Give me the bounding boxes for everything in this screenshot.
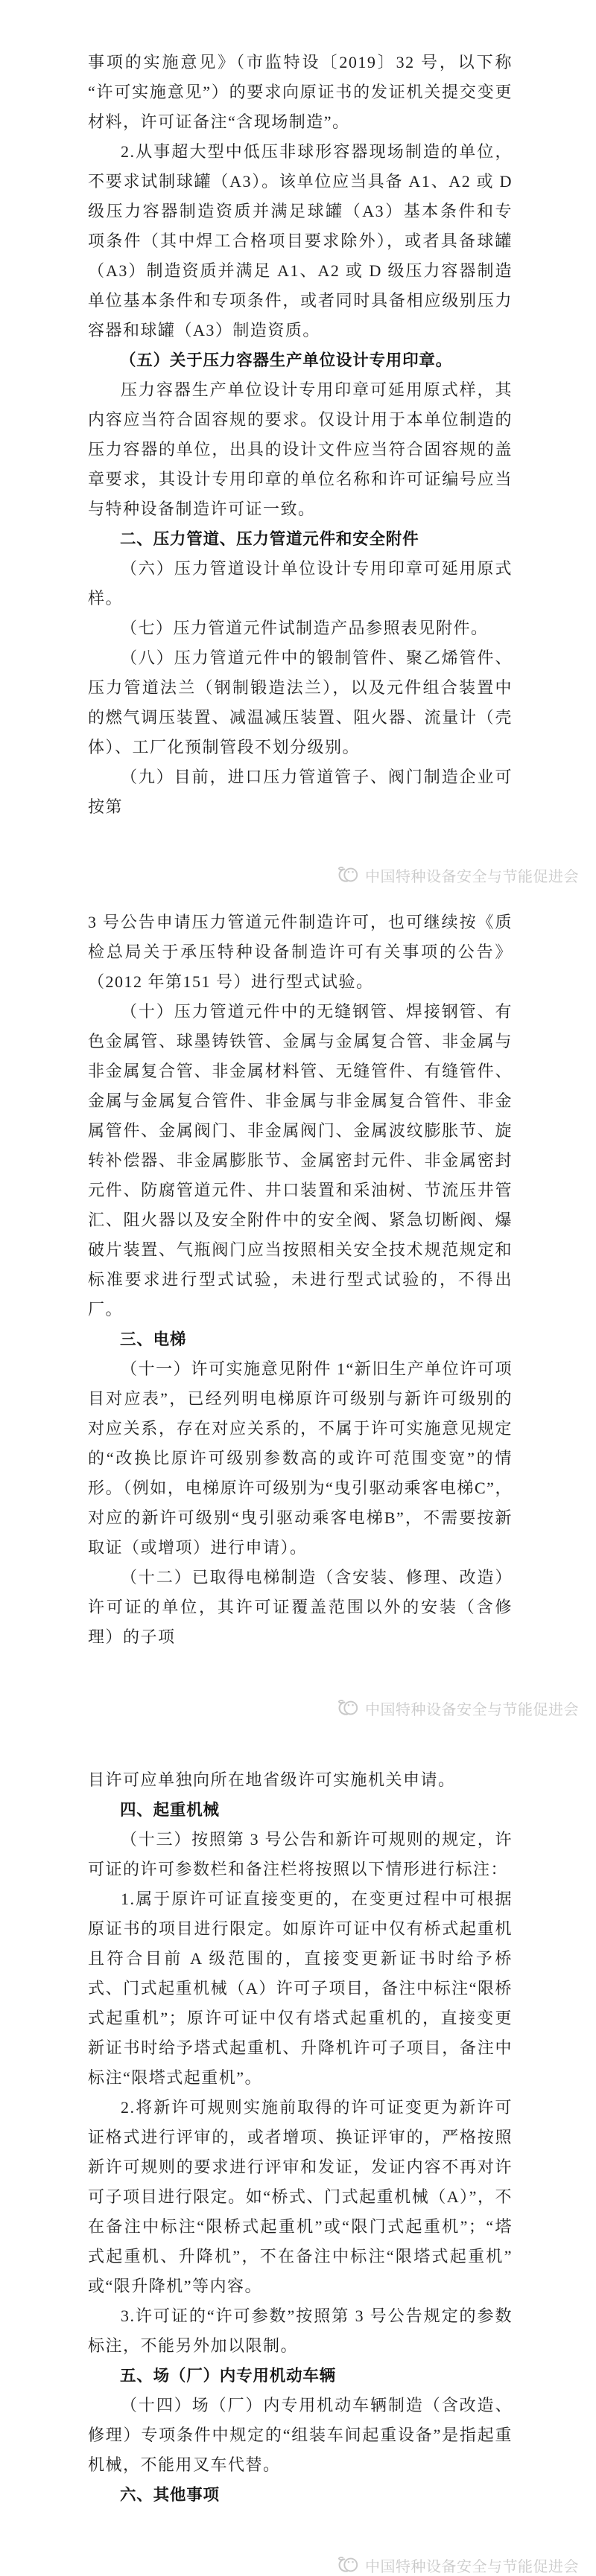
association-watermark: [336, 1697, 579, 1719]
para-item11-license-mapping: （十一）许可实施意见附件 1“新旧生产单位许可项目对应表”，已经列明电梯原许可级别与新许可级别的对应关系，存在对应关系的，不属于许可实施意见规定的“改换比原许可级别参数高的或许可范围变宽”的情形。（例如，电梯原许可级别为“曳引驱动乘客电梯C”，对应的新许可级别“曳引驱动乘客电梯B”，不需要按新取证（或增项）进行申请）。: [88, 1359, 513, 1557]
para-item13-case1: 1.属于原许可证直接变更的，在变更过程中可根据原证书的项目进行限定。如原许可证中仅有桥式起重机且符合目前 A 级范围的，直接变更新证书时给予桥式、门式起重机械（A）许可子项目，备注中标注“限桥式起重机”；原许可证中仅有塔式起重机的，直接变更新证书时给予塔式起重机、升降机许可子项目，备注中标注“限塔式起重机”。: [88, 1890, 513, 2087]
page-break-gap: [88, 822, 579, 908]
association-watermark-text: 中国特种设备安全与节能促进会: [365, 868, 579, 885]
association-watermark: [336, 2554, 579, 2576]
association-watermark-text: 中国特种设备安全与节能促进会: [365, 2558, 579, 2575]
para-design-seal-rules: 压力容器生产单位设计专用印章可延用原式样，其内容应当符合固容规的要求。仅设计用于本单位制造的压力容器的单位，出具的设计文件应当符合固容规的盖章要求，其设计专用印章的单位名称和许可证编号应当与特种设备制造许可证一致。: [88, 380, 513, 518]
heading-item5-design-seal: （五）关于压力容器生产单位设计专用印章。: [120, 351, 453, 369]
heading-section2-pressure-pipes: 二、压力管道、压力管道元件和安全附件: [120, 530, 419, 548]
para-item12-elevator-install-part1: （十二）已取得电梯制造（含安装、修理、改造）许可证的单位，其许可证覆盖范围以外的安装（含修理）的子项: [88, 1568, 513, 1646]
para-item13-case2: 2.将新许可规则实施前取得的许可证变更为新许可证格式进行评审的，或者增项、换证评审的，严格按照新许可规则的要求进行评审和发证，发证内容不再对许可子项目进行限定。如“桥式、门式起重机械（A）”，不在备注中标注“限桥式起重机”或“限门式起重机”；“塔式起重机、升降机”，不在备注中标注“限塔式起重机”或“限升降机”等内容。: [88, 2098, 513, 2295]
para-item10-type-test-components: （十）压力管道元件中的无缝钢管、焊接钢管、有色金属管、球墨铸铁管、金属与金属复合管、非金属与非金属复合管、非金属材料管、无缝管件、有缝管件、金属与金属复合管件、非金属与非金属复合管件、非金属管件、金属阀门、非金属阀门、金属波纹膨胀节、旋转补偿器、非金属膨胀节、金属密封元件、非金属密封元件、防腐管道元件、井口装置和采油树、节流压井管汇、阻火器以及安全附件中的安全阀、紧急切断阀、爆破片装置、气瓶阀门应当按照相关安全技术规范规定和标准要求进行型式试验，未进行型式试验的，不得出厂。: [88, 1002, 513, 1319]
heading-section5-factory-vehicles: 五、场（厂）内专用机动车辆: [120, 2367, 336, 2385]
association-watermark-text: 中国特种设备安全与节能促进会: [365, 1701, 579, 1718]
page-break-gap: [88, 1652, 579, 1765]
para-item13-license-marking: （十三）按照第 3 号公告和新许可规则的规定，许可证的许可参数栏和备注栏将按照以下情形进行标注：: [88, 1830, 513, 1878]
para-item14-assembly-crane: （十四）场（厂）内专用机动车辆制造（含改造、修理）专项条件中规定的“组装车间起重设备”是指起重机械，不能用叉车代替。: [88, 2396, 513, 2474]
association-logo-icon: [336, 864, 360, 886]
para-site-manufacture-spherical-tank: 2.从事超大型中低压非球形容器现场制造的单位，不要求试制球罐（A3）。该单位应当具备 A1、A2 或 D 级压力容器制造资质并满足球罐（A3）基本条件和专项条件（其中焊工合格项目要求除外），或者具备球罐（A3）制造资质并满足 A1、A2 或 D 级压力容器制造单位基本条件和专项条件，或者同时具备相应级别压力容器和球罐（A3）制造资质。: [88, 142, 513, 339]
heading-section3-elevators: 三、电梯: [120, 1330, 187, 1348]
association-logo-icon: [336, 1697, 360, 1719]
para-item6-pipe-design-seal: （六）压力管道设计单位设计专用印章可延用原式样。: [88, 559, 513, 608]
para-change-materials: 事项的实施意见》（市监特设〔2019〕32 号，以下称“许可实施意见”）的要求向原证书的发证机关提交变更材料，许可证备注“含现场制造”。: [88, 53, 513, 131]
association-watermark: [336, 864, 579, 886]
page-footer: [88, 2554, 579, 2576]
para-item12-elevator-install-part2: 目许可应单独向所在地省级许可实施机关申请。: [88, 1770, 456, 1789]
para-item8-no-grade-components: （八）压力管道元件中的锻制管件、聚乙烯管件、压力管道法兰（钢制锻造法兰），以及元件组合装置中的燃气调压装置、减温减压装置、阻火器、流量计（壳体）、工厂化预制管段不划分级别。: [88, 648, 513, 756]
association-logo-icon: [336, 2554, 360, 2576]
para-item9-import-pipes-part2: 3 号公告申请压力管道元件制造许可，也可继续按《质检总局关于承压特种设备制造许可有关事项的公告》（2012 年第151 号）进行型式试验。: [88, 913, 513, 991]
para-item9-import-pipes-part1: （九）目前，进口压力管道管子、阀门制造企业可按第: [88, 768, 513, 816]
para-item13-case3: 3.许可证的“许可参数”按照第 3 号公告规定的参数标注，不能另外加以限制。: [88, 2306, 513, 2355]
para-item7-trial-products-table: （七）压力管道元件试制造产品参照表见附件。: [121, 619, 489, 637]
heading-section4-cranes: 四、起重机械: [120, 1801, 220, 1819]
heading-section6-other: 六、其他事项: [120, 2486, 220, 2504]
